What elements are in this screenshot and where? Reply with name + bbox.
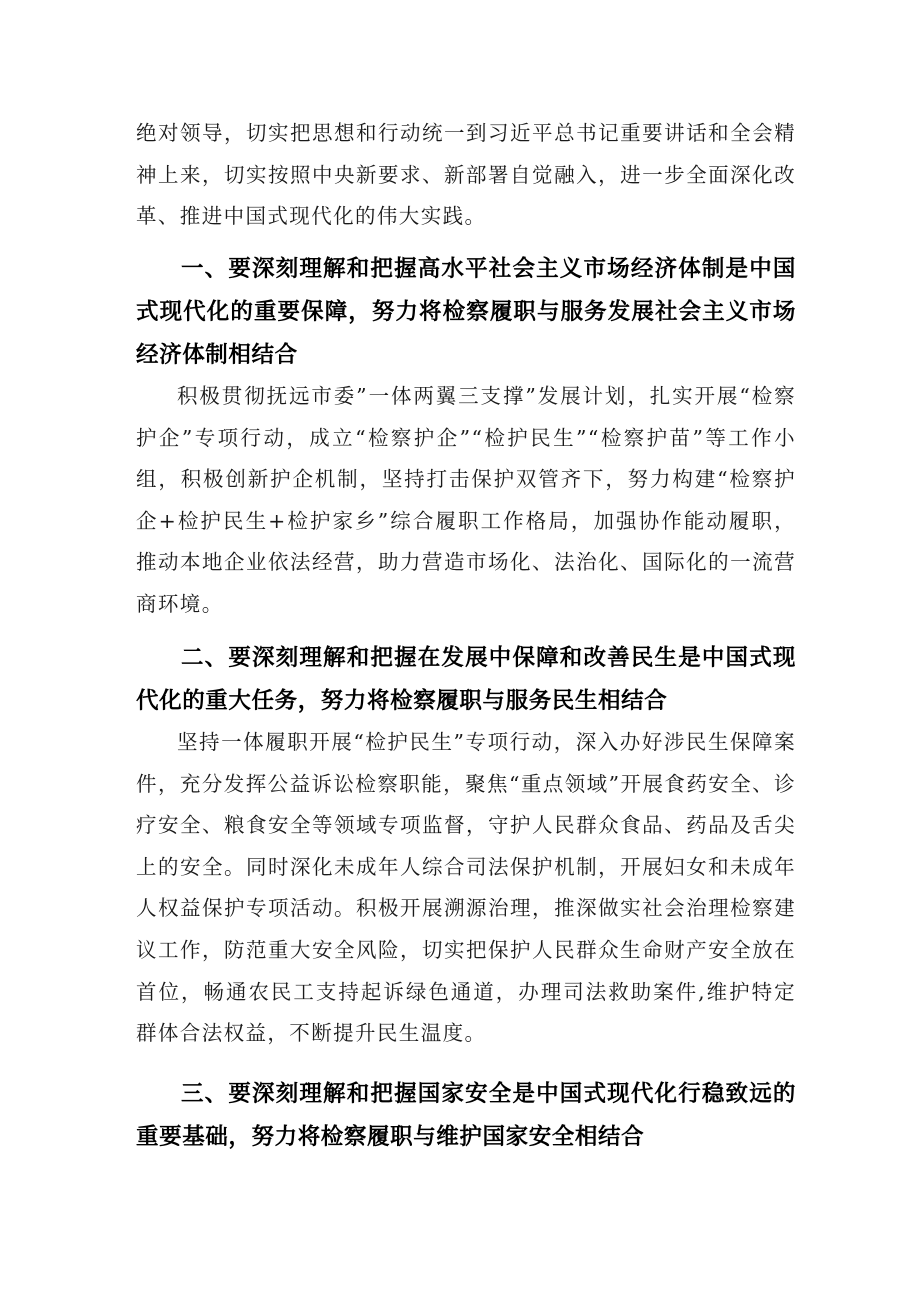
section-heading-2: 二、要深刻理解和把握在发展中保障和改善民生是中国式现代化的重大任务，努力将检察履职与服务民生相结合 [136, 645, 796, 714]
section-heading-1: 一、要深刻理解和把握高水平社会主义市场经济体制是中国式现代化的重要保障，努力将检察履职与服务发展社会主义市场经济体制相结合 [136, 256, 796, 368]
body-paragraph-2: 坚持一体履职开展“检护民生”专项行动，深入办好涉民生保障案件，充分发挥公益诉讼检察职能，聚焦“重点领域”开展食药安全、诊疗安全、粮食安全等领域专项监督，守护人民群众食品、药品及舌尖上的安全。同时深化未成年人综合司法保护机制，开展妇女和未成年人权益保护专项活动。积极开展溯源治理，推深做实社会治理检察建议工作，防范重大安全风险，切实把保护人民群众生命财产安全放在首位，畅通农民工支持起诉绿色通道，办理司法救助案件,维护特定群体合法权益，不断提升民生温度。 [136, 730, 796, 1046]
body-paragraph-continued: 绝对领导，切实把思想和行动统一到习近平总书记重要讲话和全会精神上来，切实按照中央新要求、新部署自觉融入，进一步全面深化改革、推进中国式现代化的伟大实践。 [136, 121, 796, 229]
body-paragraph-1: 积极贯彻抚远市委”一体两翼三支撑”发展计划，扎实开展“检察护企”专项行动，成立“检察护企”“检护民生”“检察护苗”等工作小组，积极创新护企机制，坚持打击保护双管齐下，努力构建“检察护企+检护民生+检护家乡”综合履职工作格局，加强协作能动履职，推动本地企业依法经营，助力营造市场化、法治化、国际化的一流营商环境。 [136, 384, 796, 616]
section-heading-3: 三、要深刻理解和把握国家安全是中国式现代化行稳致远的重要基础，努力将检察履职与维护国家安全相结合 [136, 1081, 796, 1150]
